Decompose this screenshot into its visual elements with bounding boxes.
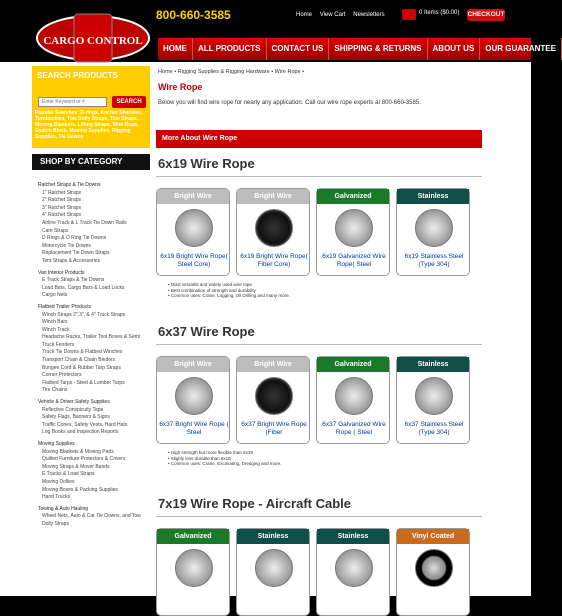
product-card[interactable] [156, 528, 230, 616]
card-type-label: Bright Wire [157, 357, 229, 372]
cart-summary[interactable]: 0 Items ($0.00) [419, 10, 460, 16]
wire-rope-cross-section-image[interactable] [335, 209, 373, 247]
cargo-control-logo[interactable] [34, 8, 152, 68]
card-type-label: Galvanized [157, 529, 229, 544]
nav-all-products[interactable]: ALL PRODUCTS [193, 38, 267, 60]
product-link[interactable]: 6x37 Stainless Steel (Type 304) [404, 421, 464, 436]
card-type-label: Bright Wire [157, 189, 229, 204]
category-link[interactable]: Moving Blankets & Moving Pads [42, 448, 114, 455]
shop-by-category-title: SHOP BY CATEGORY [32, 154, 150, 170]
product-card[interactable] [156, 188, 230, 276]
search-input[interactable] [38, 97, 107, 107]
category-link[interactable]: Winch Bars [42, 319, 68, 326]
product-link[interactable]: 6x19 Bright Wire Rope( Steel Core) [160, 253, 228, 268]
wire-rope-cross-section-image[interactable] [255, 209, 293, 247]
feature-bullets [168, 282, 290, 299]
category-link[interactable]: Moving Boxes & Packing Supplies [42, 486, 118, 493]
section-title: 6x19 Wire Rope [158, 156, 255, 171]
search-box [32, 66, 150, 148]
home-link[interactable]: Home [296, 12, 313, 18]
section-title: 6x37 Wire Rope [158, 324, 255, 339]
section-divider [156, 516, 482, 517]
bullet-item: • Slighly less durable than 6x19 [168, 456, 281, 462]
nav-about-us[interactable]: ABOUT US [428, 38, 481, 60]
top-links [296, 12, 391, 18]
category-link[interactable]: Hand Trucks [42, 494, 71, 501]
category-link[interactable]: Traffic Cones, Safety Vests, Hard Hats [42, 421, 128, 428]
logo-text: CARGO CONTROL [43, 35, 143, 47]
category-link[interactable]: Reflective Conspicuity Tape [42, 406, 104, 413]
category-link[interactable]: Tire Chains [42, 387, 68, 394]
breadcrumb[interactable]: Home • Rigging Supplies & Rigging Hardware • Wire Rope • [158, 69, 305, 75]
category-link[interactable]: Cam Straps [42, 227, 69, 234]
wire-rope-cross-section-image[interactable] [415, 209, 453, 247]
category-link[interactable]: Winch Straps 2",3", & 4" Truck Straps [42, 311, 126, 318]
category-link[interactable]: Cargo Nets [42, 292, 68, 299]
category-link[interactable]: Tent Straps & Accessories [42, 257, 101, 264]
product-card[interactable] [316, 188, 390, 276]
category-heading[interactable]: Vehicle & Driver Safety Supplies [38, 399, 110, 406]
category-link[interactable]: Flatbed Tarps - Steel & Lumber Tarps [42, 379, 125, 386]
more-about-wire-rope[interactable]: More About Wire Rope [156, 130, 482, 148]
product-link[interactable]: 6x19 Bright Wire Rope( Fiber Core) [240, 253, 308, 268]
bullet-item: • Most versatile and widely used wire rope [168, 282, 290, 288]
category-link[interactable]: Wheel Nets, Auto & Car Tie Downs, and Tow Dolly Straps [42, 513, 141, 527]
card-type-label: Vinyl Coated [397, 529, 469, 544]
view-cart-link[interactable]: View Cart [319, 12, 346, 18]
bullet-item: • Common uses: Crane, Excavating, Dredging and more. [168, 461, 281, 467]
search-title: SEARCH PRODUCTS [37, 71, 118, 80]
sidebar [32, 66, 150, 596]
nav-home[interactable]: HOME [158, 38, 193, 60]
card-type-label: Bright Wire [237, 189, 309, 204]
product-card[interactable] [396, 356, 470, 444]
product-card[interactable] [236, 188, 310, 276]
wire-rope-cross-section-image[interactable] [255, 549, 293, 587]
popular-searches[interactable]: Popular Searches: D-rings, Anchor Shackles, Turnbuckles, Tow Dolly Straps, Tow Straps, Moving Blankets, Lifting Straps, Wire Rope, Snatch Block, Moving Supplies, Rigging Supplies, Tie Downs [35, 110, 143, 140]
category-link[interactable]: 3" Ratchet Straps [42, 204, 82, 211]
intro-text: Below you will find wire rope for nearly any application. Call our wire rope experts at 800-660-3585. [158, 100, 421, 106]
search-button[interactable]: SEARCH [112, 96, 146, 108]
product-link[interactable]: 6x37 Bright Wire Rope (Fiber [241, 421, 307, 436]
product-card[interactable] [316, 356, 390, 444]
wire-rope-cross-section-image[interactable] [175, 209, 213, 247]
bullet-item: • Best combination of strength and durability [168, 288, 290, 294]
wire-rope-cross-section-image[interactable] [415, 549, 453, 587]
product-link[interactable]: 6x19 Galvanized Wire Rope( Steel [322, 253, 386, 268]
category-link[interactable]: Truck Tie Downs & Flatbed Winches [42, 349, 123, 356]
wire-rope-cross-section-image[interactable] [415, 377, 453, 415]
category-link[interactable]: E Tracks & Load Straps [42, 471, 95, 478]
card-type-label: Galvanized [317, 189, 389, 204]
main-content [156, 66, 482, 596]
product-card[interactable] [156, 356, 230, 444]
bullet-item: • High strength but more flexible than 6x19 [168, 450, 281, 456]
category-list [38, 178, 148, 529]
bullet-item: • Common uses: Crane, Logging, Oil Drilling and many more. [168, 293, 290, 299]
card-type-label: Stainless [397, 357, 469, 372]
nav-our-guarantee[interactable]: OUR GUARANTEE [480, 38, 562, 60]
product-link[interactable]: 6x37 Bright Wire Rope ( Steel [159, 421, 229, 436]
category-link[interactable]: Headache Racks, Trailer Tool Boxes & Semi Truck Fenders [42, 334, 141, 348]
card-type-label: Bright Wire [237, 357, 309, 372]
card-type-label: Galvanized [317, 357, 389, 372]
section-divider [156, 176, 482, 177]
category-link[interactable]: Winch Track [42, 326, 70, 333]
wire-rope-cross-section-image[interactable] [175, 549, 213, 587]
category-link[interactable]: Bungee Cord & Rubber Tarp Straps [42, 364, 121, 371]
feature-bullets [168, 450, 281, 467]
category-link[interactable]: Log Books and Inspection Reports [42, 429, 119, 436]
product-card[interactable] [396, 528, 470, 616]
category-link[interactable]: 4" Ratchet Straps [42, 212, 82, 219]
product-link[interactable]: 6x37 Galvanized Wire Rope ( Steel [322, 421, 386, 436]
category-heading[interactable]: Towing & Auto Hauling [38, 505, 89, 512]
category-heading[interactable]: Van Interior Products [38, 269, 85, 276]
card-type-label: Stainless [237, 529, 309, 544]
nav-shipping-returns[interactable]: SHIPPING & RETURNS [329, 38, 427, 60]
main-nav [158, 38, 556, 60]
category-link[interactable]: Corner Protectors [42, 372, 82, 379]
category-heading[interactable]: Ratchet Straps & Tie Downs [38, 182, 101, 188]
category-link[interactable]: Motorcycle Tie Downs [42, 242, 91, 249]
category-link[interactable]: Safety Flags, Banners & Signs [42, 414, 110, 421]
category-link[interactable]: Airline Track & L Track Tie Down Rails [42, 219, 127, 226]
product-card[interactable] [236, 356, 310, 444]
nav-contact-us[interactable]: CONTACT US [267, 38, 330, 60]
category-heading[interactable]: Flatbed Trailer Products [38, 303, 92, 310]
category-link[interactable]: Replacement Tie Down Straps [42, 250, 110, 257]
wire-rope-cross-section-image[interactable] [335, 549, 373, 587]
card-type-label: Stainless [317, 529, 389, 544]
wire-rope-cross-section-image[interactable] [335, 377, 373, 415]
category-link[interactable]: Transport Chain & Chain Binders [42, 357, 116, 364]
phone-number[interactable]: 800-660-3585 [156, 8, 231, 22]
card-type-label: Stainless [397, 189, 469, 204]
category-link[interactable]: Load Bars, Cargo Bars & Load Locks [42, 284, 125, 291]
category-link[interactable]: Moving Straps & Mover Bands [42, 463, 110, 470]
wire-rope-cross-section-image[interactable] [175, 377, 213, 415]
product-card[interactable] [316, 528, 390, 616]
product-card[interactable] [236, 528, 310, 616]
section-divider [156, 344, 482, 345]
category-link[interactable]: Quilted Furniture Protectors & Covers [42, 456, 126, 463]
product-card[interactable] [396, 188, 470, 276]
category-link[interactable]: Moving Dollies [42, 478, 75, 485]
category-link[interactable]: 2" Ratchet Straps [42, 197, 82, 204]
wire-rope-cross-section-image[interactable] [255, 377, 293, 415]
newsletters-link[interactable]: Newsletters [353, 12, 385, 18]
category-heading[interactable]: Moving Supplies [38, 441, 75, 447]
category-link[interactable]: D Rings & O Ring Tie Downs [42, 235, 107, 242]
checkout-button[interactable]: CHECKOUT [467, 9, 505, 21]
page-title: Wire Rope [158, 82, 203, 92]
category-link[interactable]: E Track Straps & Tie Downs [42, 277, 105, 284]
section-title: 7x19 Wire Rope - Aircraft Cable [158, 496, 352, 511]
cart-icon [402, 9, 416, 20]
category-link[interactable]: 1" Ratchet Straps [42, 189, 82, 196]
product-link[interactable]: 6x19 Stainless Steel (Type 304) [404, 253, 464, 268]
